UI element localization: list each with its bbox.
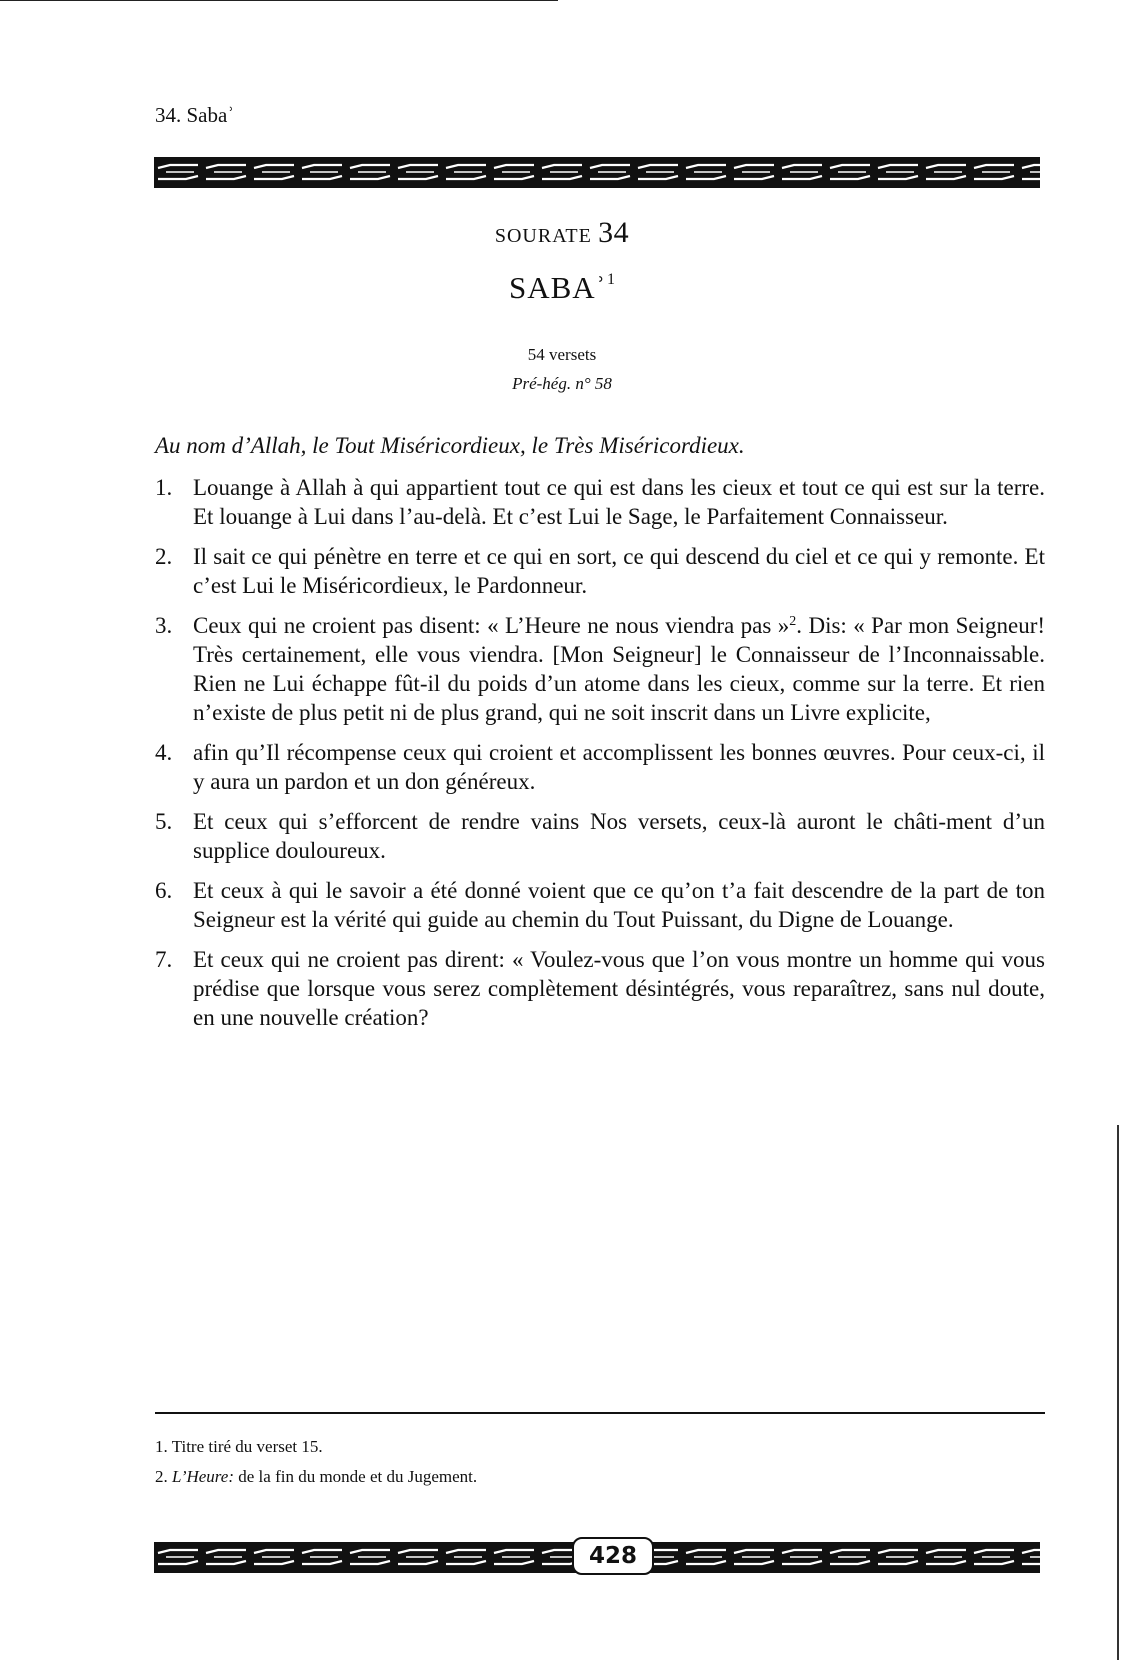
footnote-number: 2. (155, 1467, 168, 1486)
chronology-note: Pré-hég. n° 58 (512, 374, 612, 393)
top-rule (0, 0, 558, 1)
sourate-label: SOURATE (494, 225, 592, 247)
verse-number: 7. (155, 947, 173, 972)
sourate-name: SABAʾ (508, 270, 607, 305)
verse-number: 3. (155, 613, 173, 638)
verse-item (155, 473, 1045, 531)
verse-text: Il sait ce qui pénètre en terre et ce qui en sort, ce qui descend du ciel et ce qui y remonte. Et c’est Lui le Miséricordieux, le Pardonneur. (193, 544, 1045, 598)
verse-number: 6. (155, 878, 173, 903)
verse-number: 5. (155, 809, 173, 834)
verse-item (155, 611, 1045, 727)
verse-text-part: Ceux qui ne croient pas disent: « L’Heure ne nous viendra pas » (193, 613, 790, 638)
verse-item (155, 876, 1045, 934)
sourate-heading (0, 216, 1124, 250)
verse-text: Et ceux à qui le savoir a été donné voient que ce qu’on t’a fait descendre de la part de ton Seigneur est la vérité qui guide au chemin du Tout Puissant, du Digne de Louange. (193, 878, 1045, 932)
verse-item (155, 542, 1045, 600)
footnote-ref-2: 2 (789, 614, 797, 629)
verse-text-part: . Dis: « Par mon Seigneur! Très certainement, elle vous viendra. [Mon Seigneur] le Connaisseur de l’Inconnaissable. Rien ne Lui échappe fût-il du poids d’un atome dans les cieux, comme sur la terre. Et rien n’existe de plus petit ni de plus grand, qui ne soit inscrit dans un Livre explicite, (193, 613, 1046, 725)
verse-text: Et ceux qui ne croient pas dirent: « Voulez-vous que l’on vous montre un homme qui vous prédise que lorsque vous serez complètement désintégrés, vous reparaîtrez, sans nul doute, en une nouvelle création? (193, 947, 1045, 1030)
verse-item (155, 738, 1045, 796)
verse-number: 2. (155, 544, 173, 569)
verse-number: 1. (155, 475, 173, 500)
ornamental-band-top (154, 157, 1040, 188)
verse-text: Et ceux qui s’efforcent de rendre vains Nos versets, ceux-là auront le châti-ment d’un supplice douloureux. (193, 809, 1045, 863)
footnote-2 (155, 1467, 1045, 1487)
footnote-divider (155, 1412, 1045, 1414)
verse-list (155, 473, 1045, 1043)
running-header: 34. Sabaʾ (155, 103, 235, 127)
footnote-1: 1. Titre tiré du verset 15. (155, 1437, 323, 1456)
verse-number: 4. (155, 740, 173, 765)
sourate-title (0, 270, 1124, 306)
verse-text: Louange à Allah à qui appartient tout ce qui est dans les cieux et tout ce qui est sur la terre. Et louange à Lui dans l’au-delà. Et c’est Lui le Sage, le Parfaitement Connaisseur. (193, 475, 1045, 529)
verse-count: 54 versets (527, 345, 597, 364)
footnote-text: de la fin du monde et du Jugement. (238, 1467, 478, 1486)
verse-item (155, 945, 1045, 1032)
scan-edge-mark (1117, 1125, 1119, 1660)
page-number: 428 (572, 1537, 654, 1575)
verse-text: afin qu’Il récompense ceux qui croient et accomplissent les bonnes œuvres. Pour ceux-ci, il y aura un pardon et un don généreux. (193, 740, 1045, 794)
basmala: Au nom d’Allah, le Tout Miséricordieux, le Très Miséricordieux. (155, 433, 745, 458)
sourate-number: 34 (598, 216, 630, 249)
ornament-pattern-icon (154, 157, 1040, 188)
footnote-ref-1: 1 (607, 271, 615, 288)
verse-item (155, 807, 1045, 865)
footnote-term: L’Heure: (172, 1467, 234, 1486)
verse-text (193, 611, 1045, 727)
footnotes (155, 1437, 1045, 1497)
